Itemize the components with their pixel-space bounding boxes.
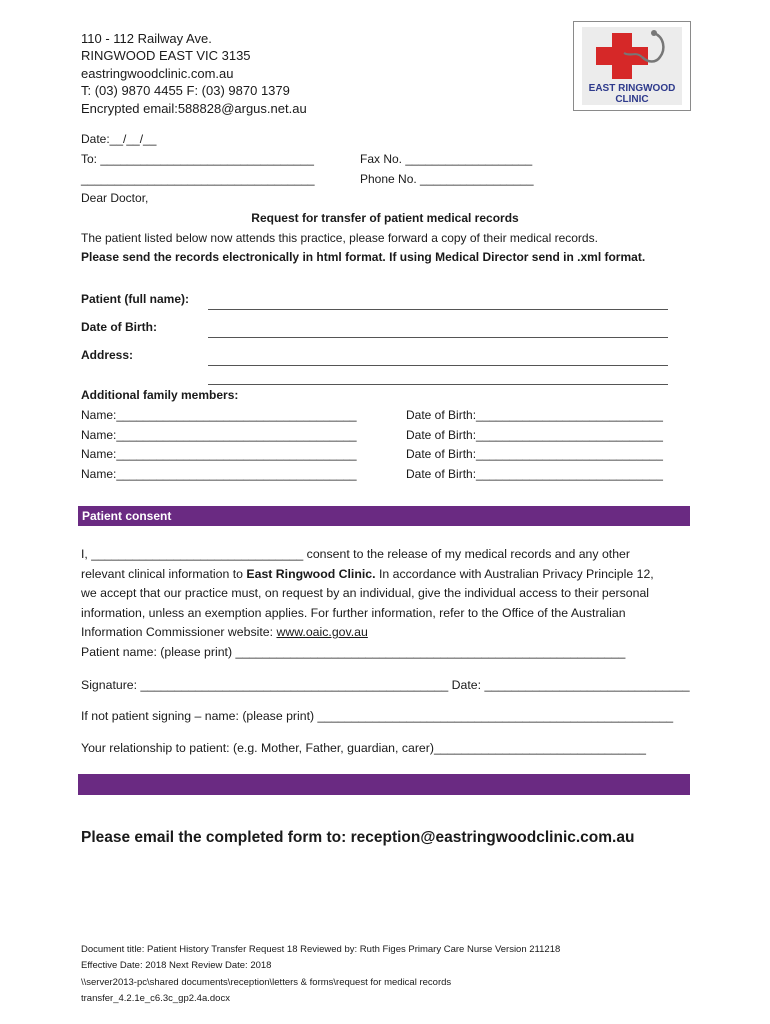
patient-full-name-label: Patient (full name): [81, 292, 190, 306]
salutation: Dear Doctor, [81, 191, 149, 205]
request-title: Request for transfer of patient medical records [251, 211, 519, 225]
family-heading: Additional family members: [81, 388, 239, 402]
clinic-address-line2: RINGWOOD EAST VIC 3135 [81, 48, 251, 63]
to-field[interactable]: To: ________________________________ [81, 152, 314, 166]
patient-name-print-field[interactable]: Patient name: (please print) _________________________________________________________ [81, 645, 626, 659]
family-dob-field[interactable]: Date of Birth:____________________________ [406, 467, 663, 481]
patient-address-line1[interactable] [208, 365, 668, 366]
consent-line2 [81, 565, 654, 585]
not-patient-name-field[interactable]: If not patient signing – name: (please print) ____________________________________________________ [81, 709, 674, 723]
oaic-link[interactable]: www.oaic.gov.au [276, 625, 368, 639]
patient-full-name-line[interactable] [208, 309, 668, 310]
signature-date-field[interactable]: Signature: _____________________________________________ Date: ______________________________ [81, 678, 690, 692]
consent-line1[interactable]: I, _______________________________ consent to the release of my medical records and any other [81, 547, 630, 561]
family-name-field[interactable]: Name:____________________________________ [81, 447, 357, 461]
consent-line4: information, unless an exemption applies. For further information, refer to the Office of the Australian [81, 606, 626, 620]
relationship-field[interactable]: Your relationship to patient: (e.g. Mother, Father, guardian, carer)_______________________________ [81, 741, 646, 755]
consent-line5 [81, 623, 368, 643]
fax-field[interactable]: Fax No. ___________________ [360, 152, 533, 166]
family-name-field[interactable]: Name:____________________________________ [81, 428, 357, 442]
logo-text-line1: EAST RINGWOOD [588, 83, 676, 94]
phone-field[interactable]: Phone No. _________________ [360, 172, 534, 186]
date-field[interactable]: Date:__/__/__ [81, 132, 157, 146]
clinic-website: eastringwoodclinic.com.au [81, 66, 234, 81]
patient-address-label: Address: [81, 348, 134, 362]
family-name-field[interactable]: Name:____________________________________ [81, 408, 357, 422]
clinic-name-bold: East Ringwood Clinic. [246, 567, 376, 581]
family-dob-field[interactable]: Date of Birth:____________________________ [406, 447, 663, 461]
intro-text: The patient listed below now attends this practice, please forward a copy of their medical records. [81, 231, 598, 245]
patient-dob-line[interactable] [208, 337, 668, 338]
family-dob-field[interactable]: Date of Birth:____________________________ [406, 428, 663, 442]
instruction-text: Please send the records electronically in html format. If using Medical Director send in .xml format. [81, 250, 646, 264]
footer-line4: transfer_4.2.1e_c6.3c_gp2.4a.docx [81, 993, 230, 1004]
clinic-encrypted-email: Encrypted email:588828@argus.net.au [81, 101, 307, 116]
footer-line2: Effective Date: 2018 Next Review Date: 2018 [81, 960, 272, 971]
consent-line3: we accept that our practice must, on request by an individual, give the individual access to their personal [81, 586, 650, 600]
email-instruction: Please email the completed form to: reception@eastringwoodclinic.com.au [81, 829, 635, 846]
patient-address-line2[interactable] [208, 384, 668, 385]
consent-footer-bar [78, 774, 690, 795]
consent-line2-end: In accordance with Australian Privacy Principle 12, [375, 567, 654, 581]
consent-line5-start: Information Commissioner website: [81, 625, 277, 639]
medical-cross-stethoscope-icon [582, 27, 682, 83]
family-name-field[interactable]: Name:____________________________________ [81, 467, 357, 481]
clinic-phone-fax: T: (03) 9870 4455 F: (03) 9870 1379 [81, 83, 290, 98]
patient-dob-label: Date of Birth: [81, 320, 157, 334]
consent-line2-start: relevant clinical information to [81, 567, 247, 581]
consent-heading: Patient consent [82, 509, 172, 523]
footer-line3: \\server2013-pc\shared documents\reception\letters & forms\request for medical records [81, 977, 452, 988]
to-field-line2[interactable]: ___________________________________ [81, 172, 315, 186]
family-dob-field[interactable]: Date of Birth:____________________________ [406, 408, 663, 422]
logo-text-line2: CLINIC [615, 94, 649, 105]
footer-line1: Document title: Patient History Transfer Request 18 Reviewed by: Ruth Figes Primary Care Nurse Version 211218 [81, 944, 561, 955]
clinic-logo [573, 21, 691, 111]
clinic-address-line1: 110 - 112 Railway Ave. [81, 31, 212, 46]
